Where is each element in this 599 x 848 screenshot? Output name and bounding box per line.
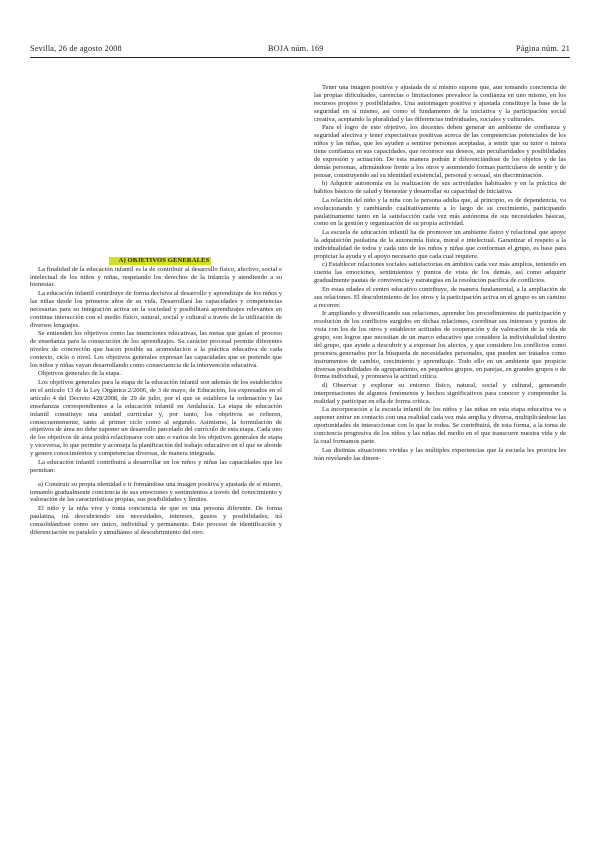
header-rule: [30, 57, 570, 58]
paragraph: Para el logro de este objetivo, los docentes deben generar un ambiente de confianza y seguridad afectiva y tener expectativas positivas acerca de las competencias potenciales de los niños y las niñas, que les ayuden a sentirse personas aceptadas, a sentir que su tutor o tutora tiene confianza en sus capacidades, que reconoce sus deseos, sus peculiaridades y posibilidades de expresión y actuación. De esta manera podrán ir diferenciándose de los objetos y de las demás personas, afirmándose frente a los otros y asumiendo formas particulares de sentir y de pensar, construyendo así su identidad existencial, personal y sexual, sin discriminación.: [314, 124, 566, 179]
header-page-number: Página núm. 21: [516, 44, 570, 53]
header-bulletin-number: BOJA núm. 169: [268, 44, 324, 53]
paragraph: El niño y la niña vive y toma conciencia de que es una persona diferente. De forma paulatina, irá descubriendo sus necesidades, intereses, gustos y posibilidades; irá consolidándose como ser único, individual y permanente. Este proceso de identificación y diferenciación es paralelo y simultáneo al descubrimiento del otro.: [30, 505, 282, 536]
paragraph: La educación infantil contribuye de forma decisiva al desarrollo y aprendizaje de los niños y las niñas desde los primeros años de su vida. Desarrollará las capacidades y competencias necesarias para su integración activa en la sociedad y posibilitará aprendizajes relevantes en continua interacción con el medio físico, natural, social y cultural a través de la utilización de diversos lenguajes.: [30, 290, 282, 329]
paragraph: En estas edades el centro educativo contribuye, de manera fundamental, a la ampliación de sus relaciones. El descubrimiento de los otros y la participación activa en el grupo es un camino a recorrer.: [314, 285, 566, 309]
section-heading-wrap: [30, 257, 282, 265]
subheading: Objetivos generales de la etapa.: [38, 370, 122, 378]
paragraph: Tener una imagen positiva y ajustada de sí mismo supone que, aun tomando conciencia de las propias dificultades, carencias o limitaciones prevalece la confianza en uno mismo, en los recursos propios y posibilidades. Una autoimagen positiva y ajustada constituye la base de la seguridad en sí mismo, así como el fundamento de la iniciativa y la participación social creativa, aceptando la pluralidad y las diferencias individuales, sociales y culturales.: [314, 84, 566, 123]
paragraph: d) Observar y explorar su entorno físico, natural, social y cultural, generando interpretaciones de algunos fenómenos y hechos significativos para conocer y comprender la realidad y participar en ella de forma crítica.: [314, 382, 566, 405]
paragraph: a) Construir su propia identidad e ir formándose una imagen positiva y ajustada de sí mismo, tomando gradualmente conciencia de sus emociones y sentimientos a través del conocimiento y valoración de las características propias, sus posibilidades y límites.: [30, 480, 282, 504]
paragraph: Las distintas situaciones vividas y las múltiples experiencias que la escuela les procura les irán revelando las dimen-: [314, 446, 566, 462]
left-column: [30, 257, 282, 537]
header-date: Sevilla, 26 de agosto 2008: [30, 44, 122, 53]
section-heading: A) OBJETIVOS GENERALES: [109, 257, 212, 265]
paragraph: La educación infantil contribuirá a desarrollar en los niños y niñas las capacidades que les permitan:: [30, 458, 282, 474]
paragraph: La escuela de educación infantil ha de promover un ambiente físico y relacional que apoye la adquisición paulatina de la autonomía física, moral e intelectual. Garantizar el respeto a la individualidad de todos y cada uno de los niños y niñas que conforman el grupo, es base para propiciar la ayuda y el apoyo necesario que cada cual requiere.: [314, 229, 566, 260]
paragraph: Los objetivos generales para la etapa de la educación infantil son además de los establecidos en el artículo 13 de la Ley Orgánica 2/2006, de 3 de mayo, de Educación, los expresados en el artículo 4 del Decreto 428/2008, de 29 de julio, por el que se establece la ordenación y las enseñanzas correspondientes a la educación infantil en Andalucía. La etapa de educación infantil constituye una unidad curricular y, por tanto, los objetivos se refieren, consecuentemente, tanto al primer ciclo como al segundo. Asimismo, la formulación de objetivos de área no debe suponer un desarrollo parcelado del currículo de esta etapa. Cada uno de los objetivos de área podrá relacionarse con uno o varios de los objetivos generales de etapa y viceversa, lo que permite y aconseja la planificación del trabajo educativo en el que se aborde y genere conocimientos y competencias diversas, de manera integrada.: [30, 379, 282, 458]
paragraph: b) Adquirir autonomía en la realización de sus actividades habituales y en la práctica de hábitos básicos de salud y bienestar y desarrollar su capacidad de iniciativa.: [314, 180, 566, 196]
paragraph: Se entienden los objetivos como las intenciones educativas, las metas que guían el proceso de enseñanza para la consecución de los aprendizajes. Su carácter procesal permite diferentes niveles de concreción que hacen posible su acomodación a la práctica educativa de cada contexto, ciclo o nivel. Los objetivos generales expresan las capacidades que se pretende que los niños y niñas vayan desarrollando como consecuencia de la intervención educativa.: [30, 330, 282, 369]
paragraph: Ir ampliando y diversificando sus relaciones, aprender los procedimientos de participación y resolución de los conflictos surgidos en dichas relaciones, coordinar sus intereses y puntos de vista con los de los otros y establecer actitudes de cooperación y de valoración de la vida de grupo, son logros que necesitan de un marco educativo que considere la individualidad dentro del grupo, que ayude a descubrir y a expresar los afectos, y que considere los conflictos como procesos generados por la búsqueda de necesidades personales, que pueden ser tratados como instrumentos de cambio, crecimiento y aprendizaje. Todo ello en un ambiente que propicie diversas posibilidades de agrupamiento, en pequeños grupos, en parejas, en grandes grupos o de forma individual, y promueva la actitud crítica.: [314, 310, 566, 381]
page-header: [30, 43, 570, 55]
paragraph: La finalidad de la educación infantil es la de contribuir al desarrollo físico, afectivo, social e intelectual de los niños y niñas, respetando los derechos de la infancia y atendiendo a su bienestar.: [30, 265, 282, 289]
paragraph: c) Establecer relaciones sociales satisfactorias en ámbitos cada vez más amplios, teniendo en cuenta las emociones, sentimientos y puntos de vista de los demás, así como adquirir gradualmente pautas de convivencia y estrategias en la resolución pacífica de conflictos.: [314, 261, 566, 285]
paragraph: La relación del niño y la niña con la persona adulta que, al principio, es de dependencia, va evolucionando y cambiando cualitativamente a lo largo de su crecimiento, participando paulatinamente tanto en la satisfacción cada vez más autónoma de sus necesidades básicas, como en la gestión y organización de su propia actividad.: [314, 196, 566, 228]
paragraph: La incorporación a la escuela infantil de los niños y las niñas en esta etapa educativa va a suponer entrar en contacto con una realidad cada vez más amplia y diversa, multiplicándose las oportunidades de interaccionar con lo que le rodea. Se contribuirá, de esta forma, a la toma de conciencia progresiva de los niños y las niñas del medio en el que transcurre nuestra vida y de la cual formamos parte.: [314, 406, 566, 446]
right-column: [314, 84, 566, 463]
